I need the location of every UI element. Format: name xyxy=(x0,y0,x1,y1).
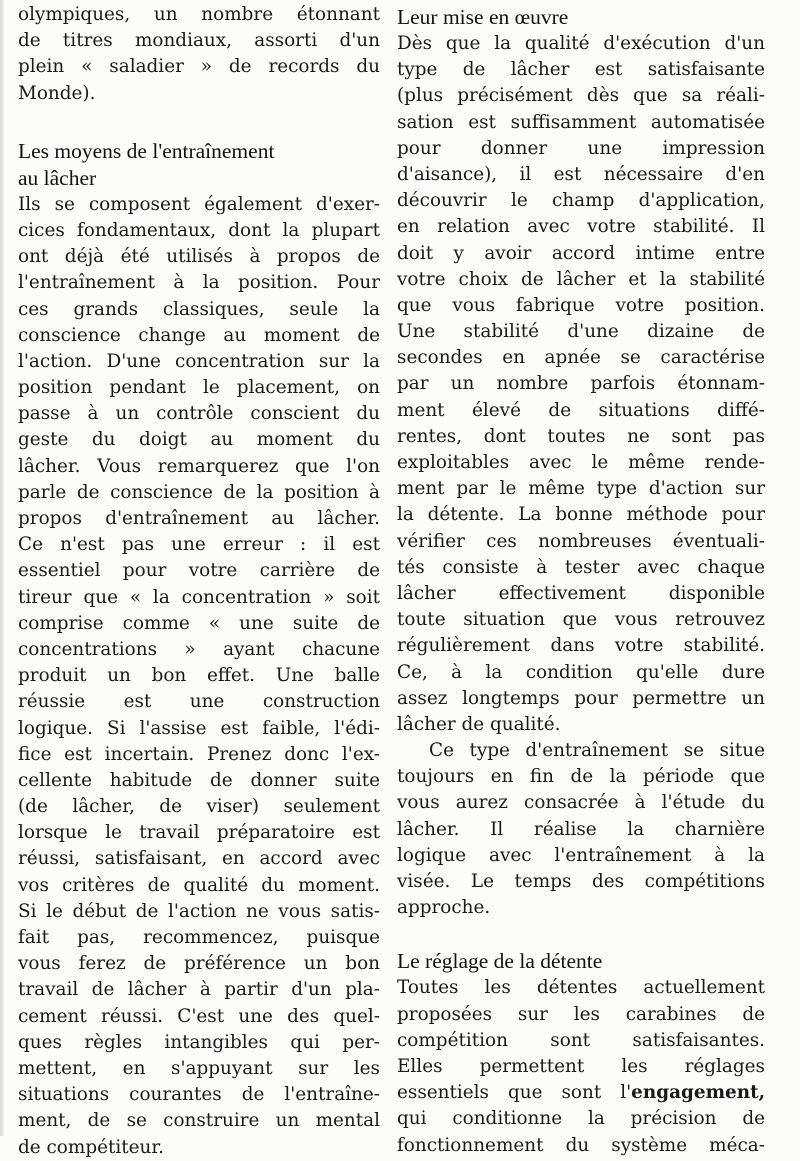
text-line: ques règles intangibles qui per- xyxy=(18,1031,380,1053)
text-line: toute situation que vous retrouvez xyxy=(397,609,765,631)
text-line: cement réussi. C'est une des quel- xyxy=(18,1005,380,1027)
text-line-with-bold xyxy=(397,1080,765,1106)
text-line: geste du doigt au moment du xyxy=(18,429,380,451)
text-fragment: essentiels que sont l' xyxy=(397,1082,632,1104)
paragraph-reglage-detente xyxy=(397,975,765,1158)
text-line: régulièrement dans votre stabilité. xyxy=(397,635,765,657)
section-heading-reglage-detente: Le réglage de la détente xyxy=(397,949,603,974)
text-line: exploitables avec le même rende- xyxy=(397,452,765,473)
text-line: plein « saladier » de records du xyxy=(18,56,380,78)
text-line: vérifier ces nombreuses éventuali- xyxy=(397,530,765,552)
text-line: vos critères de qualité du moment. xyxy=(18,874,380,896)
text-line: compétition sont satisfaisantes. xyxy=(397,1029,765,1051)
text-line: concentrations » ayant chacune xyxy=(18,638,380,660)
right-column xyxy=(397,0,765,1159)
text-line: propos d'entraînement au lâcher. xyxy=(18,508,380,529)
text-line: passe à un contrôle conscient du xyxy=(18,403,380,425)
text-line: par un nombre parfois étonnam- xyxy=(397,373,765,395)
text-line: que vous fabrique votre position. xyxy=(397,294,765,316)
text-line: secondes en apnée se caractérise xyxy=(397,347,765,369)
heading-line: au lâcher xyxy=(18,165,97,190)
text-line: conscience change au moment de xyxy=(18,324,380,346)
text-line: fonctionnement du système méca- xyxy=(397,1134,765,1156)
text-line: essentiel pour votre carrière de xyxy=(18,560,380,582)
text-line: approche. xyxy=(397,897,491,919)
text-line: votre choix de lâcher et la stabilité xyxy=(397,268,765,290)
paragraph-mise-en-oeuvre xyxy=(397,31,765,738)
text-line: sation est suffisamment automatisée xyxy=(397,111,765,133)
text-line: ont déjà été utilisés à propos de xyxy=(18,246,380,268)
text-line: (de lâcher, de viser) seulement xyxy=(18,796,380,818)
heading-line: Les moyens de l'entraînement xyxy=(18,138,275,163)
text-line: cellente habitude de donner suite xyxy=(18,769,380,791)
text-line: ment par le même type d'action sur xyxy=(397,478,765,500)
text-line: produit un bon effet. Une balle xyxy=(18,665,380,687)
text-line: ment élevé de situations diffé- xyxy=(397,399,765,421)
text-line: la détente. La bonne méthode pour xyxy=(397,504,765,526)
text-line: doit y avoir accord intime entre xyxy=(397,242,765,264)
text-line: qui conditionne la précision de xyxy=(397,1108,765,1130)
text-line: lâcher. Il réalise la charnière xyxy=(397,818,765,840)
text-line: ces grands classiques, seule la xyxy=(18,298,380,320)
text-line: réussi, satisfaisant, en accord avec xyxy=(18,848,380,870)
text-line: parle de conscience de la position à xyxy=(18,481,380,503)
section-heading-mise-en-oeuvre: Leur mise en œuvre xyxy=(397,5,569,29)
text-line: visée. Le temps des compétitions xyxy=(397,871,765,892)
text-line: proposées sur les carabines de xyxy=(397,1003,765,1025)
text-line: vous ferez de préférence un bon xyxy=(18,953,380,975)
text-line: olympiques, un nombre étonnant xyxy=(18,4,380,25)
text-line: d'aisance), il est nécessaire d'en xyxy=(397,163,765,185)
text-line: position pendant le placement, on xyxy=(18,377,380,399)
text-line: Dès que la qualité d'exécution d'un xyxy=(397,33,765,54)
text-line: Ce n'est pas une erreur : il est xyxy=(18,534,380,556)
text-line: Monde). xyxy=(18,82,96,104)
text-line: logique avec l'entraînement à la xyxy=(397,844,765,866)
text-line: comprise comme « une suite de xyxy=(18,612,380,634)
left-column xyxy=(18,0,380,1161)
text-line: Si le début de l'action ne vous satis- xyxy=(18,900,380,922)
text-line: fait pas, recommencez, puisque xyxy=(18,927,380,948)
text-line: mettent, en s'appuyant sur les xyxy=(18,1057,380,1079)
text-line: pour donner une impression xyxy=(397,137,765,159)
text-line: travail de lâcher à partir d'un pla- xyxy=(18,979,380,1001)
text-line: Une stabilité d'une dizaine de xyxy=(397,321,765,343)
text-line: en relation avec votre stabilité. Il xyxy=(397,216,765,238)
text-line: assez longtemps pour permettre un xyxy=(397,687,765,709)
intro-paragraph xyxy=(18,2,380,107)
text-line: logique. Si l'assise est faible, l'édi- xyxy=(18,717,380,739)
text-line: vous aurez consacrée à l'étude du xyxy=(397,792,765,814)
text-line: l'entraînement à la position. Pour xyxy=(18,272,380,294)
text-line: lâcher. Vous remarquerez que l'on xyxy=(18,455,380,477)
paragraph-type-entrainement xyxy=(397,738,765,921)
text-line: Elles permettent les réglages xyxy=(397,1055,765,1077)
text-line: de titres mondiaux, assorti d'un xyxy=(18,30,380,52)
text-line: lâcher effectivement disponible xyxy=(397,582,765,604)
section-heading-moyens xyxy=(18,138,380,192)
text-line: réussie est une construction xyxy=(18,691,380,713)
text-line: ment, de se construire un mental xyxy=(18,1110,380,1132)
text-line: tireur que « la concentration » soit xyxy=(18,586,380,608)
text-line: toujours en fin de la période que xyxy=(397,766,765,788)
text-line: tés consiste à tester avec chaque xyxy=(397,556,765,578)
text-line: Ils se composent également d'exer- xyxy=(18,193,380,215)
text-line: cices fondamentaux, dont la plupart xyxy=(18,219,380,241)
text-line: fice est incertain. Prenez donc l'ex- xyxy=(18,743,380,765)
bold-term-engagement: engagement, xyxy=(631,1082,765,1104)
text-line: type de lâcher est satisfaisante xyxy=(397,59,765,81)
text-line: Ce, à la condition qu'elle dure xyxy=(397,661,765,683)
text-line: lâcher de qualité. xyxy=(397,713,561,735)
text-line: (plus précisément dès que sa réali- xyxy=(397,85,765,107)
text-line: rentes, dont toutes ne sont pas xyxy=(397,425,765,447)
text-line: lorsque le travail préparatoire est xyxy=(18,822,380,844)
text-line: situations courantes de l'entraîne- xyxy=(18,1084,380,1106)
text-line: découvrir le champ d'application, xyxy=(397,190,765,212)
text-line: Ce type d'entraînement se situe xyxy=(429,740,765,762)
body-paragraph-moyens xyxy=(18,192,380,1161)
text-line: de compétiteur. xyxy=(18,1136,164,1158)
page-spine-shadow xyxy=(0,0,4,1136)
text-line: l'action. D'une concentration sur la xyxy=(18,350,380,372)
text-line: Toutes les détentes actuellement xyxy=(397,977,765,999)
